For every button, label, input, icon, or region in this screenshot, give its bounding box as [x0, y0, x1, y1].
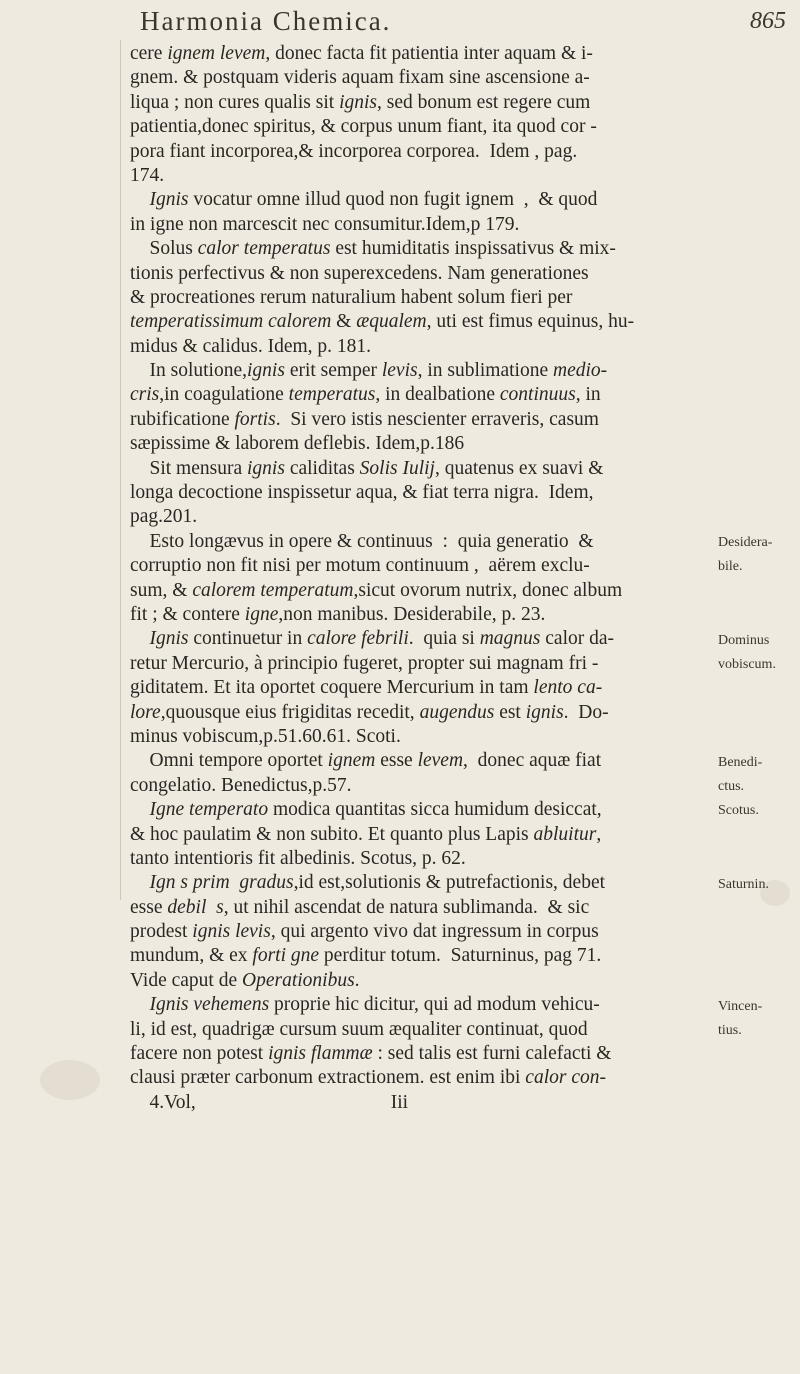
text-run: Omni tempore oportet — [130, 750, 328, 772]
text-run: , sed bonum est regere cum — [377, 91, 591, 113]
paper-stain — [40, 1060, 100, 1100]
italic-text: Ign s prim gradus — [149, 872, 294, 894]
italic-text: abluitur — [533, 823, 597, 845]
text-run: proprie hic dicitur, qui ad modum vehicu- — [269, 994, 600, 1016]
text-run: prodest — [130, 921, 193, 943]
text-run: sum, & — [130, 579, 193, 601]
text-line — [130, 42, 680, 66]
text-line — [130, 676, 680, 700]
italic-text: Ignis vehemens — [149, 994, 270, 1016]
text-run: li, id est, quadrigæ cursum suum æqualiter continuat, quod — [130, 1018, 588, 1040]
text-run: Sit mensura — [130, 457, 247, 479]
text-run: : sed talis est furni calefacti & — [372, 1043, 612, 1065]
text-run: , quatenus ex suavi & — [434, 457, 604, 479]
text-run: Vide caput de — [130, 969, 242, 991]
text-run: retur Mercurio, à principio fugeret, propter sui magnam fri - — [130, 652, 599, 674]
text-run: liqua ; non cures qualis sit — [130, 91, 340, 113]
text-run: . — [354, 969, 360, 991]
paper-stain — [760, 880, 790, 906]
text-run: . Si vero istis nescienter erraveris, casum — [275, 408, 599, 430]
text-line — [130, 774, 680, 798]
text-run: fit ; & contere — [130, 603, 245, 625]
text-line — [130, 262, 680, 286]
text-run: est — [494, 701, 526, 723]
text-run: longa decoctione inspissetur aqua, & fiat terra nigra. Idem, — [130, 482, 594, 504]
text-run: continuetur in — [188, 628, 308, 650]
italic-text: ignis flammæ — [268, 1043, 373, 1065]
text-run: . Do- — [563, 701, 609, 723]
text-run: , donec facta fit patientia inter aquam & i- — [265, 43, 593, 64]
text-line — [130, 701, 680, 725]
text-run: ,non manibus. Desiderabile, p. 23. — [278, 603, 546, 625]
text-line — [130, 530, 680, 554]
text-run: , in dealbatione — [375, 384, 500, 406]
text-run — [130, 189, 150, 210]
text-line — [130, 652, 680, 676]
text-run: In solutione, — [130, 360, 247, 382]
text-run: patientia,donec spiritus, & corpus unum fiant, ita quod cor - — [130, 116, 597, 138]
text-run: est humiditatis inspissativus & mix- — [330, 238, 616, 260]
text-run: rubificatione — [130, 408, 235, 430]
text-run: calor da- — [540, 628, 615, 650]
text-line — [130, 481, 680, 505]
text-line — [130, 969, 680, 993]
italic-text: levem — [417, 750, 464, 772]
text-run: , ut nihil ascendat de natura sublimanda. & sic — [223, 896, 590, 918]
margin-note: Scotus. — [718, 803, 759, 819]
text-run: cere — [130, 43, 168, 64]
text-line — [130, 335, 680, 359]
text-line — [130, 993, 680, 1017]
text-line — [130, 1091, 680, 1115]
page-number: 865 — [750, 8, 786, 34]
italic-text: forti gne — [252, 945, 320, 967]
text-line — [130, 579, 680, 603]
page-header — [140, 6, 800, 38]
text-line — [130, 310, 680, 334]
text-run: Esto longævus in opere & continuus : quia generatio & — [130, 530, 594, 552]
text-run — [130, 872, 150, 893]
text-run — [130, 994, 150, 1015]
text-run: perditur totum. Saturninus, pag 71. — [319, 945, 602, 967]
italic-text: temperatus — [288, 384, 376, 406]
text-run: vocatur omne illud quod non fugit ignem , & quod — [188, 189, 598, 211]
text-run — [130, 628, 150, 649]
italic-text: Operationibus — [242, 969, 355, 991]
margin-note: ctus. — [718, 779, 745, 794]
italic-text: magnus — [479, 628, 541, 650]
text-run: facere non potest — [130, 1043, 269, 1065]
text-run: , qui argento vivo dat ingressum in corpus — [270, 921, 599, 943]
text-line — [130, 383, 680, 407]
margin-note: vobiscum. — [718, 657, 776, 672]
text-run: congelatio. Benedictus,p.57. — [130, 774, 352, 796]
text-run: , — [596, 823, 602, 845]
text-run: erit semper — [284, 360, 382, 382]
text-line — [130, 627, 680, 651]
text-run: clausi præter carbonum extractionem. est enim ibi — [130, 1067, 526, 1089]
text-line — [130, 286, 680, 310]
text-run: gnem. & postquam videris aquam fixam sine ascensione a- — [130, 67, 590, 89]
text-run: minus vobiscum,p.51.60.61. Scoti. — [130, 725, 401, 747]
text-run: caliditas — [284, 457, 360, 479]
text-run: & procreationes rerum naturalium habent solum fieri per — [130, 286, 573, 308]
text-run: & hoc paulatim & non subito. Et quanto plus Lapis — [130, 823, 534, 845]
italic-text: ignis — [247, 457, 285, 479]
text-run: 174. — [130, 164, 165, 186]
italic-text: temperatissimum calorem — [130, 311, 332, 333]
text-run — [130, 799, 150, 820]
text-run: & — [331, 311, 357, 333]
text-line — [130, 140, 680, 164]
italic-text: fortis — [234, 408, 276, 430]
text-line — [130, 1042, 680, 1066]
margin-note: Dominus — [718, 632, 770, 648]
italic-text: debil s — [167, 896, 224, 918]
text-run: giditatem. Et ita oportet coquere Mercurium in tam — [130, 677, 534, 699]
text-run: , donec aquæ fiat — [463, 750, 602, 772]
text-run: tionis perfectivus & non superexcedens. Nam generationes — [130, 262, 589, 284]
italic-text: ignis — [525, 701, 564, 723]
text-run: mundum, & ex — [130, 945, 253, 967]
italic-text: igne — [244, 603, 279, 625]
text-run: , in — [575, 384, 601, 406]
text-run: ,sicut ovorum nutrix, donec album — [353, 579, 623, 601]
text-line — [130, 603, 680, 627]
running-title: Harmonia Chemica. — [140, 6, 392, 36]
italic-text: ignis levis — [192, 921, 271, 943]
text-line — [130, 847, 680, 871]
text-line — [130, 896, 680, 920]
text-run: 4.Vol, Iii — [130, 1091, 409, 1113]
text-run: , in sublimatione — [417, 360, 553, 382]
text-run: esse — [375, 750, 418, 772]
text-run: . quia si — [408, 628, 480, 650]
text-line — [130, 432, 680, 456]
text-line — [130, 91, 680, 115]
italic-text: augendus — [419, 701, 495, 723]
italic-text: Ignis — [149, 628, 189, 650]
italic-text: levis — [381, 360, 418, 382]
text-run: ,in coagulatione — [159, 384, 289, 406]
text-line — [130, 505, 680, 529]
margin-note: Benedi- — [718, 754, 763, 770]
text-line — [130, 164, 680, 188]
margin-note: bile. — [718, 559, 743, 575]
margin-note: Saturnin. — [718, 876, 769, 892]
italic-text: medio- — [553, 360, 608, 382]
page-gutter-line — [120, 40, 121, 900]
text-line — [130, 408, 680, 432]
text-run: tanto intentioris fit albedinis. Scotus, p. 62. — [130, 847, 466, 869]
italic-text: Solis Iulij — [359, 457, 435, 479]
text-run: ,id est,solutionis & putrefactionis, debet — [293, 872, 606, 894]
text-line — [130, 554, 680, 578]
text-line — [130, 457, 680, 481]
italic-text: calor temperatus — [197, 238, 331, 260]
italic-text: ignem levem — [167, 43, 266, 64]
text-line — [130, 359, 680, 383]
text-run: pag.201. — [130, 506, 198, 528]
text-line — [130, 1018, 680, 1042]
text-line — [130, 237, 680, 261]
text-run: , uti est fimus equinus, hu- — [426, 311, 635, 333]
body-text — [130, 42, 680, 1115]
text-line — [130, 1066, 680, 1090]
text-run: Solus — [130, 238, 198, 260]
text-run: corruptio non fit nisi per motum continuum , aërem exclu- — [130, 555, 590, 577]
italic-text: continuus — [499, 384, 576, 406]
italic-text: æqualem — [356, 311, 427, 333]
text-line — [130, 188, 680, 212]
text-run: ,quousque eius frigiditas recedit, — [160, 701, 420, 723]
italic-text: calorem temperatum — [192, 579, 354, 601]
text-line — [130, 823, 680, 847]
text-run: midus & calidus. Idem, p. 181. — [130, 335, 372, 357]
italic-text: calore febrili — [307, 628, 409, 650]
text-run: in igne non marcescit nec consumitur.Idem,p 179. — [130, 213, 520, 235]
margin-note: tius. — [718, 1023, 742, 1038]
text-line — [130, 213, 680, 237]
margin-note: Vincen- — [718, 998, 763, 1014]
text-line — [130, 871, 680, 895]
italic-text: ignem — [327, 750, 376, 772]
text-run: pora fiant incorporea,& incorporea corporea. Idem , pag. — [130, 140, 578, 162]
italic-text: ignis — [339, 91, 377, 113]
text-line — [130, 944, 680, 968]
text-line — [130, 749, 680, 773]
italic-text: calor con- — [525, 1067, 606, 1089]
text-line — [130, 798, 680, 822]
text-run: sæpissime & laborem deflebis. Idem,p.186 — [130, 433, 465, 455]
text-run: modica quantitas sicca humidum desiccat, — [268, 799, 602, 821]
italic-text: Igne temperato — [149, 799, 269, 821]
text-line — [130, 920, 680, 944]
italic-text: lento ca- — [533, 677, 603, 699]
margin-note: Desidera- — [718, 535, 773, 550]
italic-text: ignis — [247, 360, 285, 382]
text-line — [130, 66, 680, 90]
text-line — [130, 725, 680, 749]
italic-text: Ignis — [149, 189, 189, 211]
italic-text: cris — [130, 384, 160, 406]
italic-text: lore — [130, 701, 161, 723]
text-run: esse — [130, 896, 168, 918]
text-line — [130, 115, 680, 139]
